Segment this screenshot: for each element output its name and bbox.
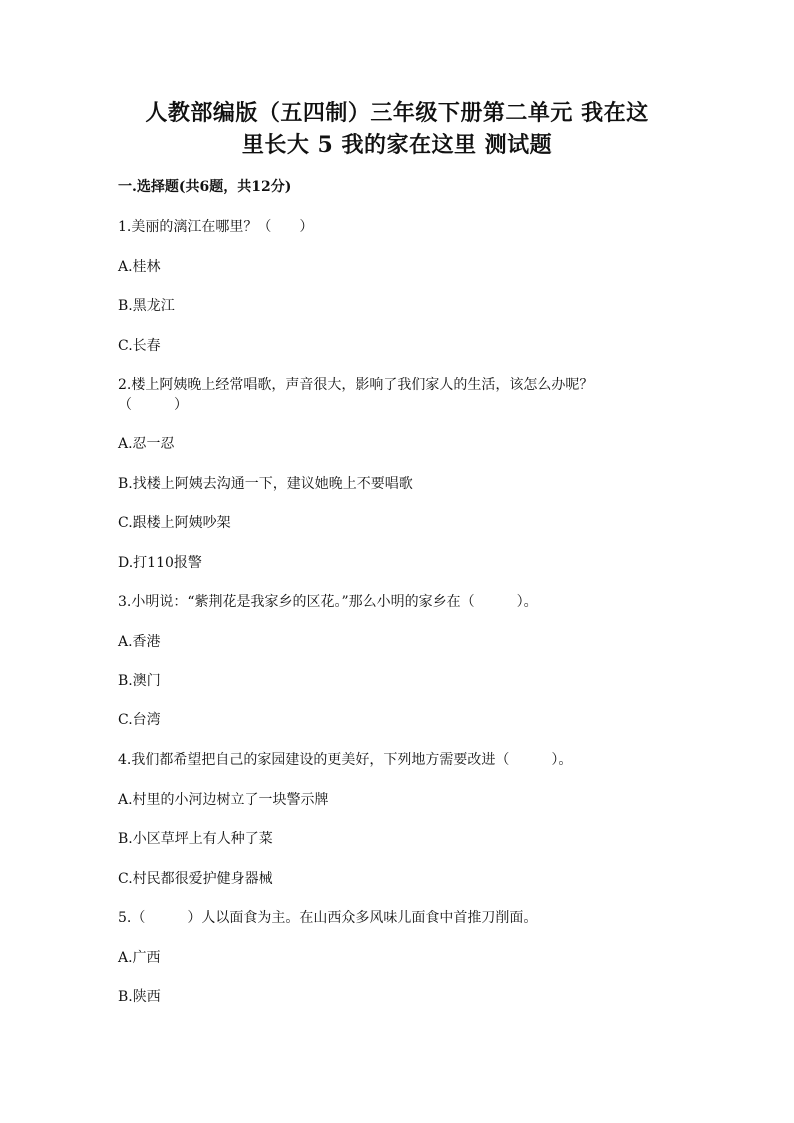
question-2-option-c: C.跟楼上阿姨吵架 bbox=[118, 515, 231, 531]
question-1-option-b: B.黑龙江 bbox=[118, 298, 175, 314]
question-5-option-a: A.广西 bbox=[118, 950, 161, 966]
question-3-option-a: A.香港 bbox=[118, 634, 161, 650]
question-2-option-b: B.找楼上阿姨去沟通一下，建议她晚上不要唱歌 bbox=[118, 476, 413, 492]
question-4-stem: 4.我们都希望把自己的家园建设的更美好，下列地方需要改进（ ）。 bbox=[118, 752, 573, 768]
document-title-line-2: 里长大 5 我的家在这里 测试题 bbox=[241, 132, 553, 158]
question-2-option-a: A.忍一忍 bbox=[118, 436, 175, 452]
question-3-stem: 3.小明说：“紫荆花是我家乡的区花。”那么小明的家乡在（ ）。 bbox=[118, 594, 538, 610]
question-5-option-b: B.陕西 bbox=[118, 989, 161, 1005]
document-title-line-1: 人教部编版（五四制）三年级下册第二单元 我在这 bbox=[145, 100, 649, 126]
question-5-stem: 5.（ ）人以面食为主。在山西众多风味儿面食中首推刀削面。 bbox=[118, 910, 538, 926]
question-1-option-a: A.桂林 bbox=[118, 259, 161, 275]
question-4-option-a: A.村里的小河边树立了一块警示牌 bbox=[118, 792, 329, 808]
question-3-option-b: B.澳门 bbox=[118, 673, 161, 689]
section-heading: 一.选择题(共6题，共12分) bbox=[118, 179, 292, 195]
question-4-option-b: B.小区草坪上有人种了菜 bbox=[118, 831, 273, 847]
question-2-option-d: D.打110报警 bbox=[118, 555, 202, 571]
question-1-option-c: C.长春 bbox=[118, 338, 161, 354]
question-3-option-c: C.台湾 bbox=[118, 712, 161, 728]
question-4-option-c: C.村民都很爱护健身器械 bbox=[118, 871, 273, 887]
question-2-stem: 2.楼上阿姨晚上经常唱歌，声音很大，影响了我们家人的生活，该怎么办呢？ bbox=[118, 377, 594, 393]
question-1-stem: 1.美丽的漓江在哪里？（ ） bbox=[118, 219, 314, 235]
question-2-stem-continuation: （ ） bbox=[118, 397, 188, 413]
